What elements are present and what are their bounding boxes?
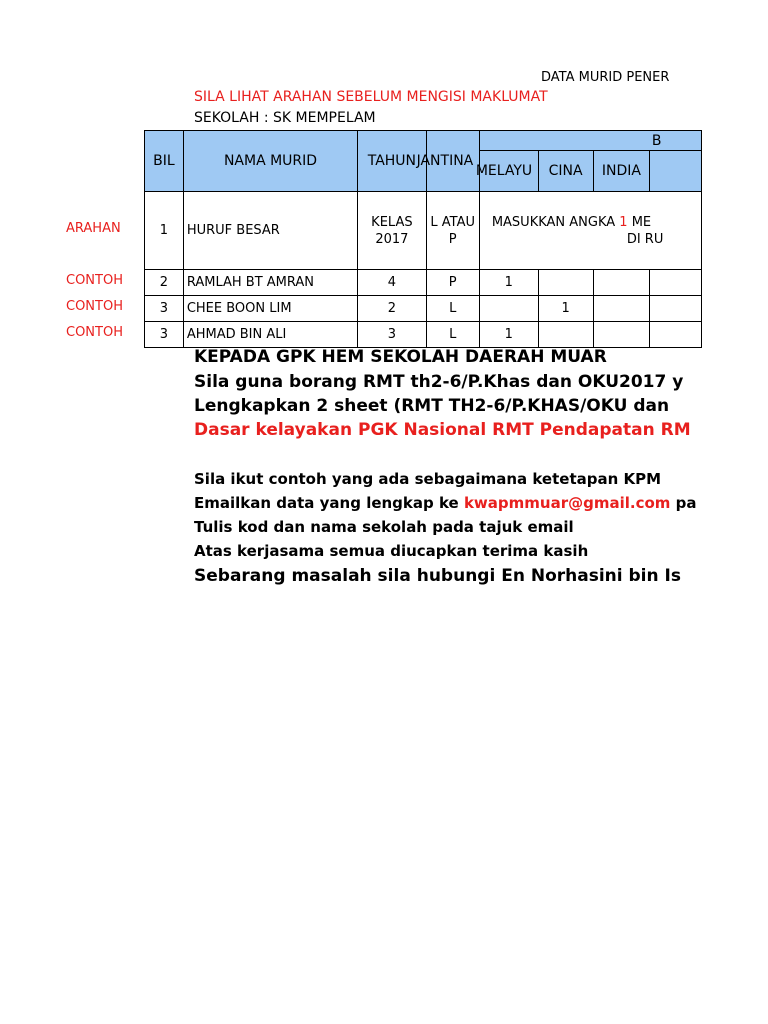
note-addressee: KEPADA GPK HEM SEKOLAH DAERAH MUAR (194, 347, 607, 367)
student-table (144, 130, 702, 348)
cell-tahun[interactable]: 2 (358, 296, 426, 322)
cell-cina[interactable] (538, 322, 593, 348)
cell-jantina[interactable] (426, 192, 479, 270)
note-thanks: Atas kerjasama semua diucapkan terima kasih (194, 542, 589, 560)
instruction-text: SILA LIHAT ARAHAN SEBELUM MENGISI MAKLUMAT (194, 89, 548, 105)
cell-extra[interactable] (650, 322, 702, 348)
page-title: DATA MURID PENER (541, 70, 670, 85)
cell-india[interactable] (593, 270, 650, 296)
note-form-usage: Sila guna borang RMT th2-6/P.Khas dan OKU2017 y (194, 372, 684, 392)
note-contact: Sebarang masalah sila hubungi En Norhasini bin Is (194, 566, 681, 586)
cell-india[interactable] (593, 322, 650, 348)
cell-melayu[interactable]: 1 (479, 322, 538, 348)
col-header-india[interactable]: INDIA (593, 151, 650, 192)
cell-tahun[interactable]: 3 (358, 322, 426, 348)
row-label-arahan: ARAHAN (66, 221, 121, 236)
col-header-melayu-text: MELAYU (475, 163, 533, 179)
row-label-contoh: CONTOH (66, 273, 123, 288)
note-email-pre: Emailkan data yang lengkap ke (194, 494, 464, 512)
note-eligibility: Dasar kelayakan PGK Nasional RMT Pendapatan RM (194, 420, 691, 440)
col-header-melayu[interactable] (475, 151, 538, 192)
cell-bangsa-instruction[interactable] (479, 192, 701, 270)
cell-cina[interactable]: 1 (538, 296, 593, 322)
col-header-jantina-text: JANTINA (416, 153, 474, 169)
row-label-contoh: CONTOH (66, 299, 123, 314)
cell-bil[interactable]: 3 (145, 322, 184, 348)
cell-melayu[interactable]: 1 (479, 270, 538, 296)
table-row (145, 322, 702, 348)
email-link[interactable]: kwapmmuar@gmail.com (463, 494, 671, 512)
cell-bil[interactable]: 3 (145, 296, 184, 322)
col-header-extra[interactable] (650, 151, 702, 192)
cell-nama[interactable]: RAMLAH BT AMRAN (183, 270, 357, 296)
cell-nama[interactable]: AHMAD BIN ALI (183, 322, 357, 348)
bangsa-instruction-pre: MASUKKAN ANGKA (491, 214, 620, 230)
note-email-subject: Tulis kod dan nama sekolah pada tajuk email (194, 518, 574, 536)
col-header-jantina[interactable] (416, 131, 479, 192)
cell-nama[interactable]: CHEE BOON LIM (183, 296, 357, 322)
table-row (145, 270, 702, 296)
cell-jantina[interactable]: L (426, 296, 479, 322)
cell-bil[interactable]: 1 (145, 192, 184, 270)
cell-tahun-line1: KELAS (371, 214, 413, 230)
cell-jantina-line1: L ATAU (430, 214, 475, 230)
bangsa-instruction-line1 (492, 214, 701, 231)
bangsa-instruction-post: ME (627, 214, 652, 230)
row-label-contoh: CONTOH (66, 325, 123, 340)
col-header-nama[interactable]: NAMA MURID (183, 131, 357, 192)
table-row (145, 296, 702, 322)
note-email-post: pa (670, 494, 697, 512)
col-header-bangsa-group[interactable]: B (479, 131, 701, 151)
cell-melayu[interactable] (479, 296, 538, 322)
bangsa-instruction-number: 1 (619, 214, 628, 230)
col-header-tahun[interactable]: TAHUN (358, 131, 426, 192)
school-name: SEKOLAH : SK MEMPELAM (194, 110, 376, 126)
cell-tahun[interactable] (358, 192, 426, 270)
note-complete-sheets: Lengkapkan 2 sheet (RMT TH2-6/P.KHAS/OKU dan (194, 396, 670, 416)
cell-jantina[interactable]: P (426, 270, 479, 296)
cell-tahun[interactable]: 4 (358, 270, 426, 296)
col-header-bil[interactable]: BIL (145, 131, 184, 192)
bangsa-instruction-line2: DI RU (626, 231, 664, 247)
cell-nama[interactable]: HURUF BESAR (183, 192, 357, 270)
cell-jantina[interactable]: L (426, 322, 479, 348)
note-email-line (194, 494, 697, 512)
cell-bil[interactable]: 2 (145, 270, 184, 296)
cell-cina[interactable] (538, 270, 593, 296)
cell-tahun-line2: 2017 (375, 231, 409, 247)
cell-jantina-line2: P (448, 231, 457, 247)
col-header-cina[interactable]: CINA (538, 151, 593, 192)
cell-extra[interactable] (650, 296, 702, 322)
note-follow-example: Sila ikut contoh yang ada sebagaimana ketetapan KPM (194, 470, 662, 488)
table-row-arahan (145, 192, 702, 270)
cell-india[interactable] (593, 296, 650, 322)
cell-extra[interactable] (650, 270, 702, 296)
